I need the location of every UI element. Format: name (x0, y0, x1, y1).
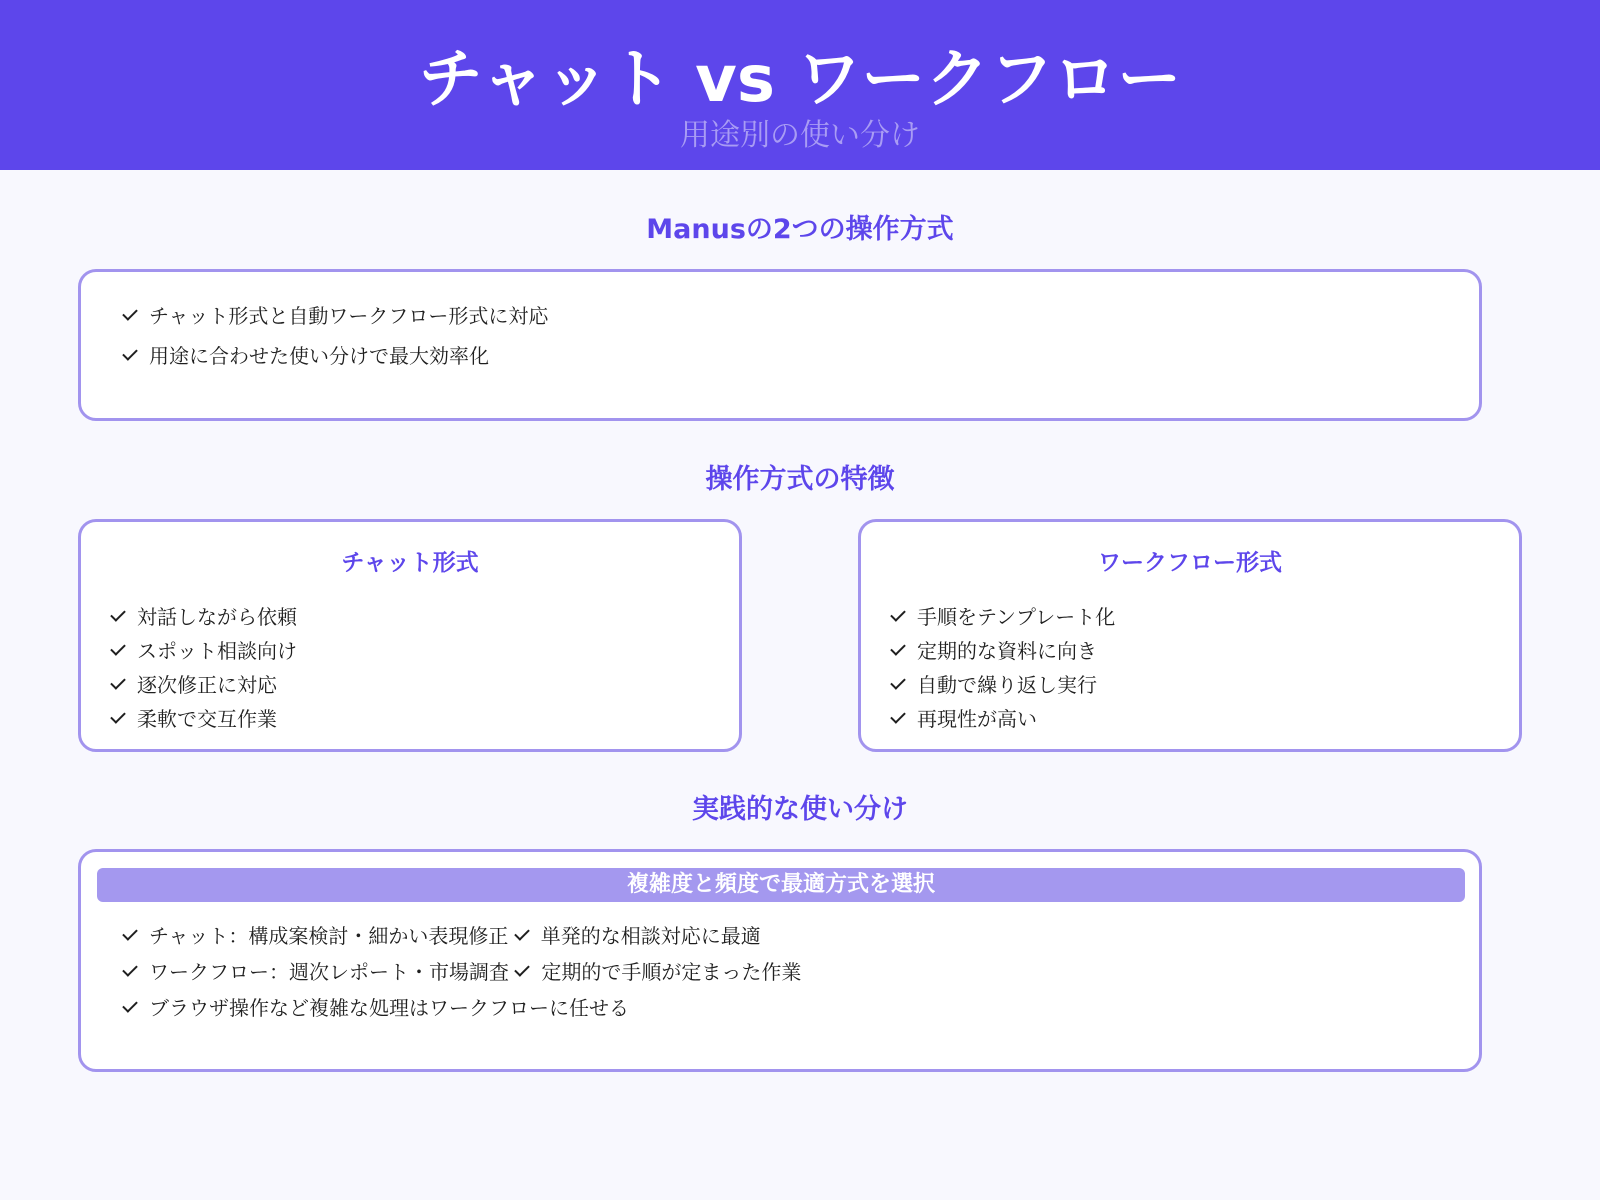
list-item: ワークフロー：週次レポート・市場調査 定期的で手順が定まった作業 (123, 954, 801, 990)
check-icon (890, 674, 906, 690)
overview-list (123, 296, 548, 376)
list-item: 用途に合わせた使い分けで最大効率化 (123, 336, 548, 376)
workflow-card (858, 519, 1522, 752)
overview-card (78, 269, 1482, 421)
list-item: 逐次修正に対応 (111, 668, 297, 702)
usage-card (78, 849, 1482, 1072)
page-title: チャット vs ワークフロー (418, 43, 1182, 117)
list-item: チャット形式と自動ワークフロー形式に対応 (123, 296, 548, 336)
check-icon (122, 925, 138, 941)
list-item: 手順をテンプレート化 (891, 600, 1115, 634)
list-item: 柔軟で交互作業 (111, 702, 297, 736)
list-item: ブラウザ操作など複雑な処理はワークフローに任せる (123, 990, 801, 1026)
check-icon (110, 606, 126, 622)
section-heading-overview: Manusの2つの操作方式 (646, 214, 954, 245)
section-heading-features: 操作方式の特徴 (705, 464, 895, 495)
check-icon (110, 640, 126, 656)
list-item: 対話しながら依頼 (111, 600, 297, 634)
chat-card (78, 519, 742, 752)
check-icon (890, 640, 906, 656)
list-item: スポット相談向け (111, 634, 297, 668)
check-icon (110, 708, 126, 724)
chat-card-title: チャット形式 (341, 550, 479, 576)
check-icon (122, 961, 138, 977)
usage-list (123, 918, 801, 1026)
list-item: 自動で繰り返し実行 (891, 668, 1115, 702)
header-bar (0, 0, 1600, 170)
check-icon (122, 305, 138, 321)
list-item: チャット：構成案検討・細かい表現修正 単発的な相談対応に最適 (123, 918, 801, 954)
list-item: 定期的な資料に向き (891, 634, 1115, 668)
check-icon (890, 606, 906, 622)
check-icon (122, 345, 138, 361)
check-icon (110, 674, 126, 690)
workflow-feature-list (891, 600, 1115, 736)
check-icon (515, 961, 531, 977)
check-icon (122, 997, 138, 1013)
section-heading-usage: 実践的な使い分け (692, 794, 908, 825)
workflow-card-title: ワークフロー形式 (1098, 550, 1282, 576)
usage-banner: 複雑度と頻度で最適方式を選択 (97, 868, 1465, 902)
check-icon (514, 925, 530, 941)
page-subtitle: 用途別の使い分け (680, 118, 920, 153)
chat-feature-list (111, 600, 297, 736)
check-icon (890, 708, 906, 724)
list-item: 再現性が高い (891, 702, 1115, 736)
